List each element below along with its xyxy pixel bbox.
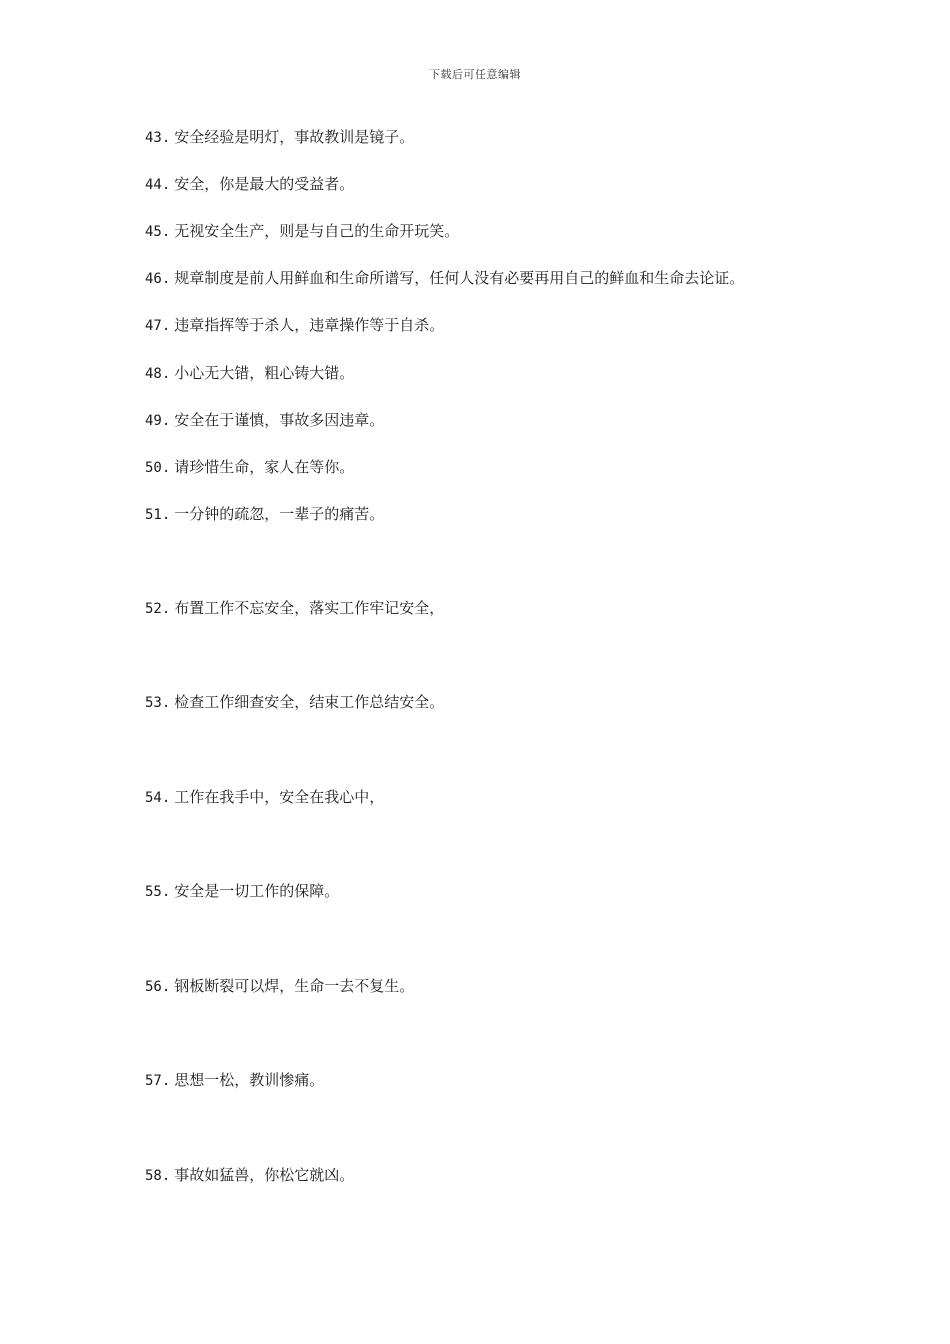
item-text: 安全在于谨慎，事故多因违章。 xyxy=(174,411,385,429)
list-item xyxy=(145,268,744,289)
item-number: 45. xyxy=(145,224,171,240)
list-item xyxy=(145,174,354,195)
item-number: 51. xyxy=(145,507,171,523)
item-number: 46. xyxy=(145,271,171,287)
item-text: 安全经验是明灯，事故教训是镜子。 xyxy=(174,128,415,146)
item-text: 安全，你是最大的受益者。 xyxy=(174,175,355,193)
list-item xyxy=(145,127,414,148)
list-item xyxy=(145,692,444,713)
item-number: 47. xyxy=(145,318,171,334)
list-item xyxy=(145,363,354,384)
list-item xyxy=(145,504,384,525)
item-number: 49. xyxy=(145,413,171,429)
item-text: 检查工作细查安全，结束工作总结安全。 xyxy=(174,693,445,711)
item-number: 50. xyxy=(145,460,171,476)
list-item xyxy=(145,221,459,242)
list-item xyxy=(145,315,444,336)
item-text: 钢板断裂可以焊，生命一去不复生。 xyxy=(174,977,415,995)
item-text: 事故如猛兽，你松它就凶。 xyxy=(174,1166,355,1184)
item-number: 57. xyxy=(145,1073,171,1089)
item-number: 56. xyxy=(145,979,171,995)
item-text: 违章指挥等于杀人，违章操作等于自杀。 xyxy=(174,316,445,334)
item-text: 思想一松，教训惨痛。 xyxy=(174,1071,325,1089)
item-text: 一分钟的疏忽，一辈子的痛苦。 xyxy=(174,505,385,523)
item-text: 布置工作不忘安全，落实工作牢记安全， xyxy=(174,599,445,617)
item-number: 53. xyxy=(145,695,171,711)
item-text: 规章制度是前人用鲜血和生命所谱写，任何人没有必要再用自己的鲜血和生命去论证。 xyxy=(174,269,745,287)
list-item xyxy=(145,881,339,902)
item-number: 48. xyxy=(145,366,171,382)
item-text: 工作在我手中，安全在我心中， xyxy=(174,788,385,806)
item-number: 58. xyxy=(145,1168,171,1184)
item-number: 44. xyxy=(145,177,171,193)
list-item xyxy=(145,457,354,478)
list-item xyxy=(145,787,384,808)
item-number: 54. xyxy=(145,790,171,806)
item-text: 小心无大错，粗心铸大错。 xyxy=(174,364,355,382)
list-item xyxy=(145,410,384,431)
item-number: 43. xyxy=(145,130,171,146)
list-item xyxy=(145,976,414,997)
page-header: 下载后可任意编辑 xyxy=(429,68,521,81)
item-text: 请珍惜生命，家人在等你。 xyxy=(174,458,355,476)
item-text: 无视安全生产，则是与自己的生命开玩笑。 xyxy=(174,222,460,240)
item-number: 52. xyxy=(145,601,171,617)
item-text: 安全是一切工作的保障。 xyxy=(174,882,340,900)
list-item xyxy=(145,1165,354,1186)
item-number: 55. xyxy=(145,884,171,900)
list-item xyxy=(145,1070,324,1091)
list-item xyxy=(145,598,444,619)
